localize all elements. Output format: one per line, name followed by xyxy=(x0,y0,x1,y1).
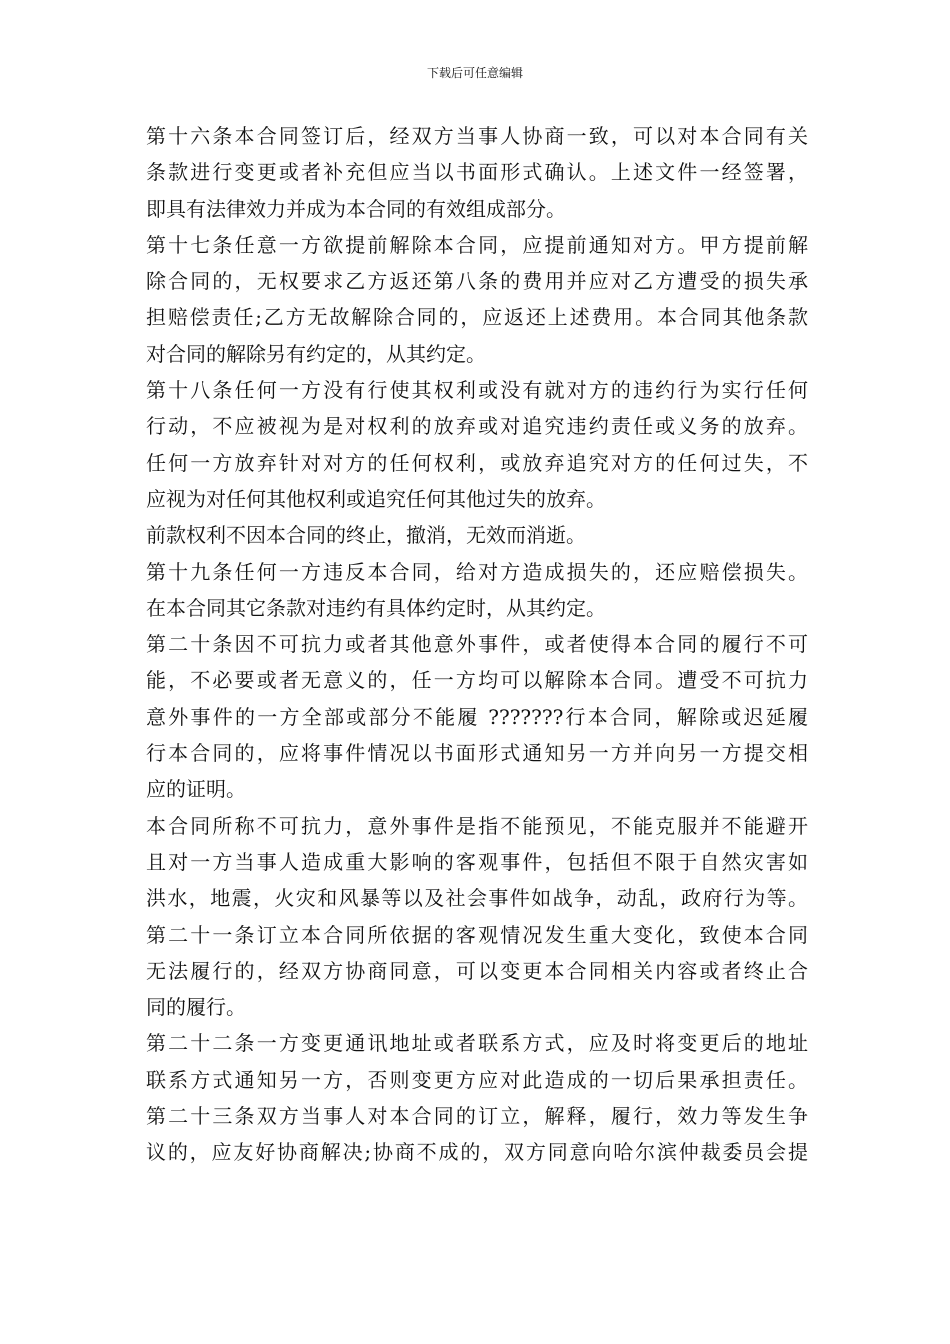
text-line: 行动，不应被视为是对权利的放弃或对追究违约责任或义务的放弃。 xyxy=(146,414,808,439)
text-line: 即具有法律效力并成为本合同的有效组成部分。 xyxy=(146,196,566,221)
text-line: 行本合同的，应将事件情况以书面形式通知另一方并向另一方提交相 xyxy=(146,741,808,766)
text-line: 除合同的，无权要求乙方返还第八条的费用并应对乙方遭受的损失承 xyxy=(146,269,808,294)
text-line: 议的，应友好协商解决;协商不成的，双方同意向哈尔滨仲裁委员会提 xyxy=(146,1140,808,1165)
text-line: 应视为对任何其他权利或追究任何其他过失的放弃。 xyxy=(146,486,606,511)
text-line: 第二十一条订立本合同所依据的客观情况发生重大变化，致使本合同 xyxy=(146,922,808,947)
text-line: 第二十三条双方当事人对本合同的订立，解释，履行，效力等发生争 xyxy=(146,1104,808,1129)
text-line: 意外事件的一方全部或部分不能履 ???????行本合同，解除或迟延履 xyxy=(146,704,808,729)
text-line: 第十六条本合同签订后，经双方当事人协商一致，可以对本合同有关 xyxy=(146,124,808,148)
document-body xyxy=(146,118,808,1171)
text-line: 第十九条任何一方违反本合同，给对方造成损失的，还应赔偿损失。 xyxy=(146,559,808,584)
text-line: 能，不必要或者无意义的，任一方均可以解除本合同。遭受不可抗力 xyxy=(146,668,808,693)
text-line: 在本合同其它条款对违约有具体约定时，从其约定。 xyxy=(146,595,606,620)
text-line: 且对一方当事人造成重大影响的客观事件，包括但不限于自然灾害如 xyxy=(146,849,808,874)
text-line: 洪水，地震，火灾和风暴等以及社会事件如战争，动乱，政府行为等。 xyxy=(146,886,808,911)
text-line: 本合同所称不可抗力，意外事件是指不能预见，不能克服并不能避开 xyxy=(146,813,808,838)
text-line: 同的履行。 xyxy=(146,995,246,1020)
text-line: 担赔偿责任;乙方无故解除合同的，应返还上述费用。本合同其他条款 xyxy=(146,305,808,330)
text-line: 前款权利不因本合同的终止，撤消，无效而消逝。 xyxy=(146,523,586,548)
text-line: 第十八条任何一方没有行使其权利或没有就对方的违约行为实行任何 xyxy=(146,378,808,403)
text-line: 第十七条任意一方欲提前解除本合同，应提前通知对方。甲方提前解 xyxy=(146,232,808,257)
text-line: 任何一方放弃针对对方的任何权利，或放弃追究对方的任何过失，不 xyxy=(146,450,808,475)
text-line: 对合同的解除另有约定的，从其约定。 xyxy=(146,341,486,366)
text-line: 联系方式通知另一方，否则变更方应对此造成的一切后果承担责任。 xyxy=(146,1067,808,1092)
text-line: 应的证明。 xyxy=(146,777,246,802)
text-line: 第二十条因不可抗力或者其他意外事件，或者使得本合同的履行不可 xyxy=(146,632,808,657)
text-line: 第二十二条一方变更通讯地址或者联系方式，应及时将变更后的地址 xyxy=(146,1031,808,1056)
page-header: 下载后可任意编辑 xyxy=(426,66,523,80)
text-line: 无法履行的，经双方协商同意，可以变更本合同相关内容或者终止合 xyxy=(146,958,808,983)
text-line: 条款进行变更或者补充但应当以书面形式确认。上述文件一经签署， xyxy=(146,160,808,185)
